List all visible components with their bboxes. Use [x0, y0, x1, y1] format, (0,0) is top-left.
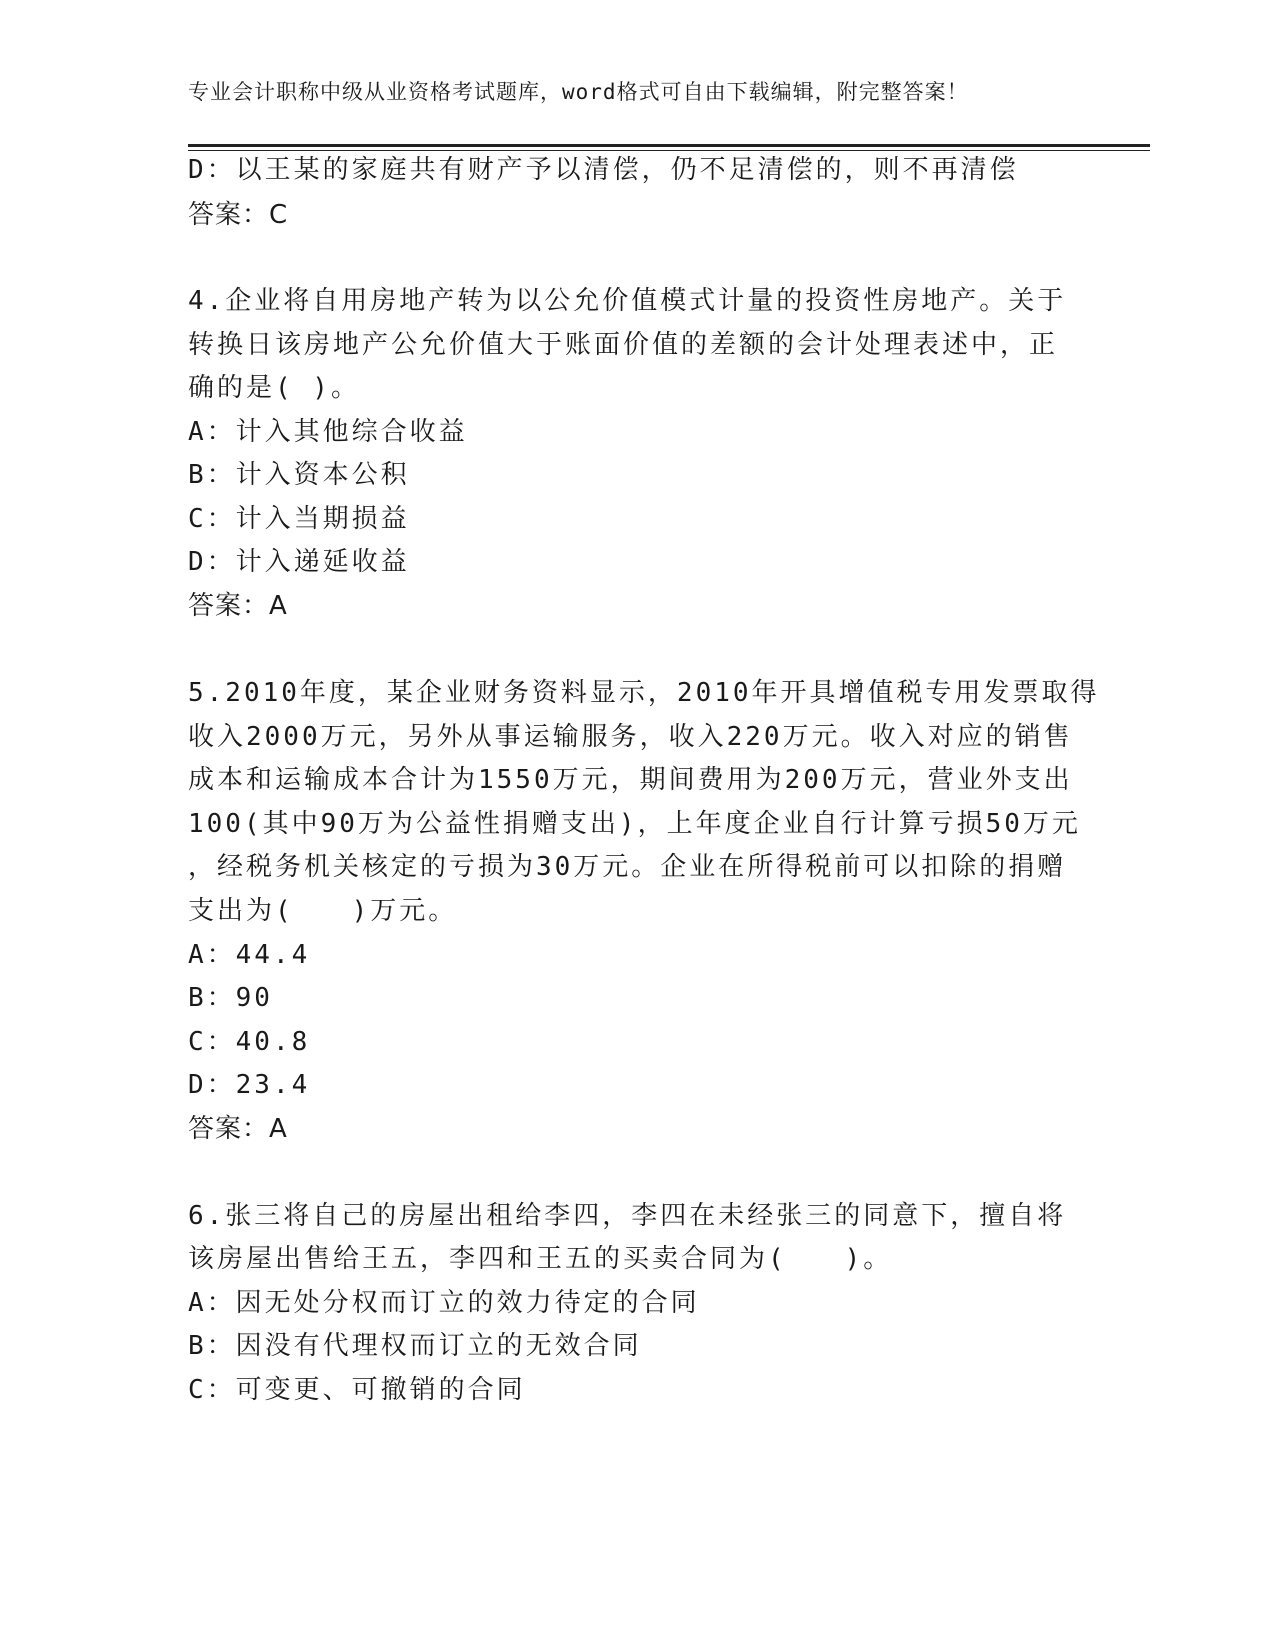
q5-answer: 答案：A [188, 1114, 288, 1144]
q6-option-a: A：因无处分权而订立的效力待定的合同 [188, 1288, 700, 1318]
q5-option-d: D：23.4 [188, 1070, 311, 1100]
q5-option-b: B：90 [188, 983, 273, 1013]
header-divider [188, 144, 1150, 147]
q3-answer: 答案：C [188, 200, 289, 230]
q6-stem-line-1: 6.张三将自己的房屋出租给李四，李四在未经张三的同意下，擅自将 [188, 1201, 1067, 1231]
q4-stem-line-1: 4.企业将自用房地产转为以公允价值模式计量的投资性房地产。关于 [188, 286, 1067, 316]
q5-stem-line-1: 5.2010年度，某企业财务资料显示，2010年开具增值税专用发票取得 [188, 678, 1100, 708]
q5-stem-line-5: ，经税务机关核定的亏损为30万元。企业在所得税前可以扣除的捐赠 [188, 852, 1067, 882]
page-header-text: 专业会计职称中级从业资格考试题库，word格式可自由下载编辑，附完整答案！ [188, 80, 969, 104]
q4-option-b: B：计入资本公积 [188, 460, 410, 490]
q4-stem-line-3: 确的是( )。 [188, 373, 360, 403]
q5-stem-line-3: 成本和运输成本合计为1550万元，期间费用为200万元，营业外支出 [188, 765, 1073, 795]
q5-option-c: C：40.8 [188, 1027, 311, 1057]
q5-option-a: A：44.4 [188, 940, 311, 970]
q4-option-d: D：计入递延收益 [188, 547, 410, 577]
q6-option-b: B：因没有代理权而订立的无效合同 [188, 1331, 642, 1361]
q4-answer: 答案：A [188, 591, 288, 621]
q3-option-d: D：以王某的家庭共有财产予以清偿，仍不足清偿的，则不再清偿 [188, 155, 1019, 185]
q5-stem-line-6: 支出为( )万元。 [188, 896, 458, 926]
q6-stem-line-2: 该房屋出售给王五，李四和王五的买卖合同为( )。 [188, 1244, 893, 1274]
q4-option-c: C：计入当期损益 [188, 504, 410, 534]
q4-stem-line-2: 转换日该房地产公允价值大于账面价值的差额的会计处理表述中，正 [188, 330, 1059, 360]
q4-option-a: A：计入其他综合收益 [188, 417, 468, 447]
q5-stem-line-2: 收入2000万元，另外从事运输服务，收入220万元。收入对应的销售 [188, 722, 1073, 752]
q6-option-c: C：可变更、可撤销的合同 [188, 1375, 526, 1405]
q5-stem-line-4: 100(其中90万为公益性捐赠支出)，上年度企业自行计算亏损50万元 [188, 809, 1081, 839]
